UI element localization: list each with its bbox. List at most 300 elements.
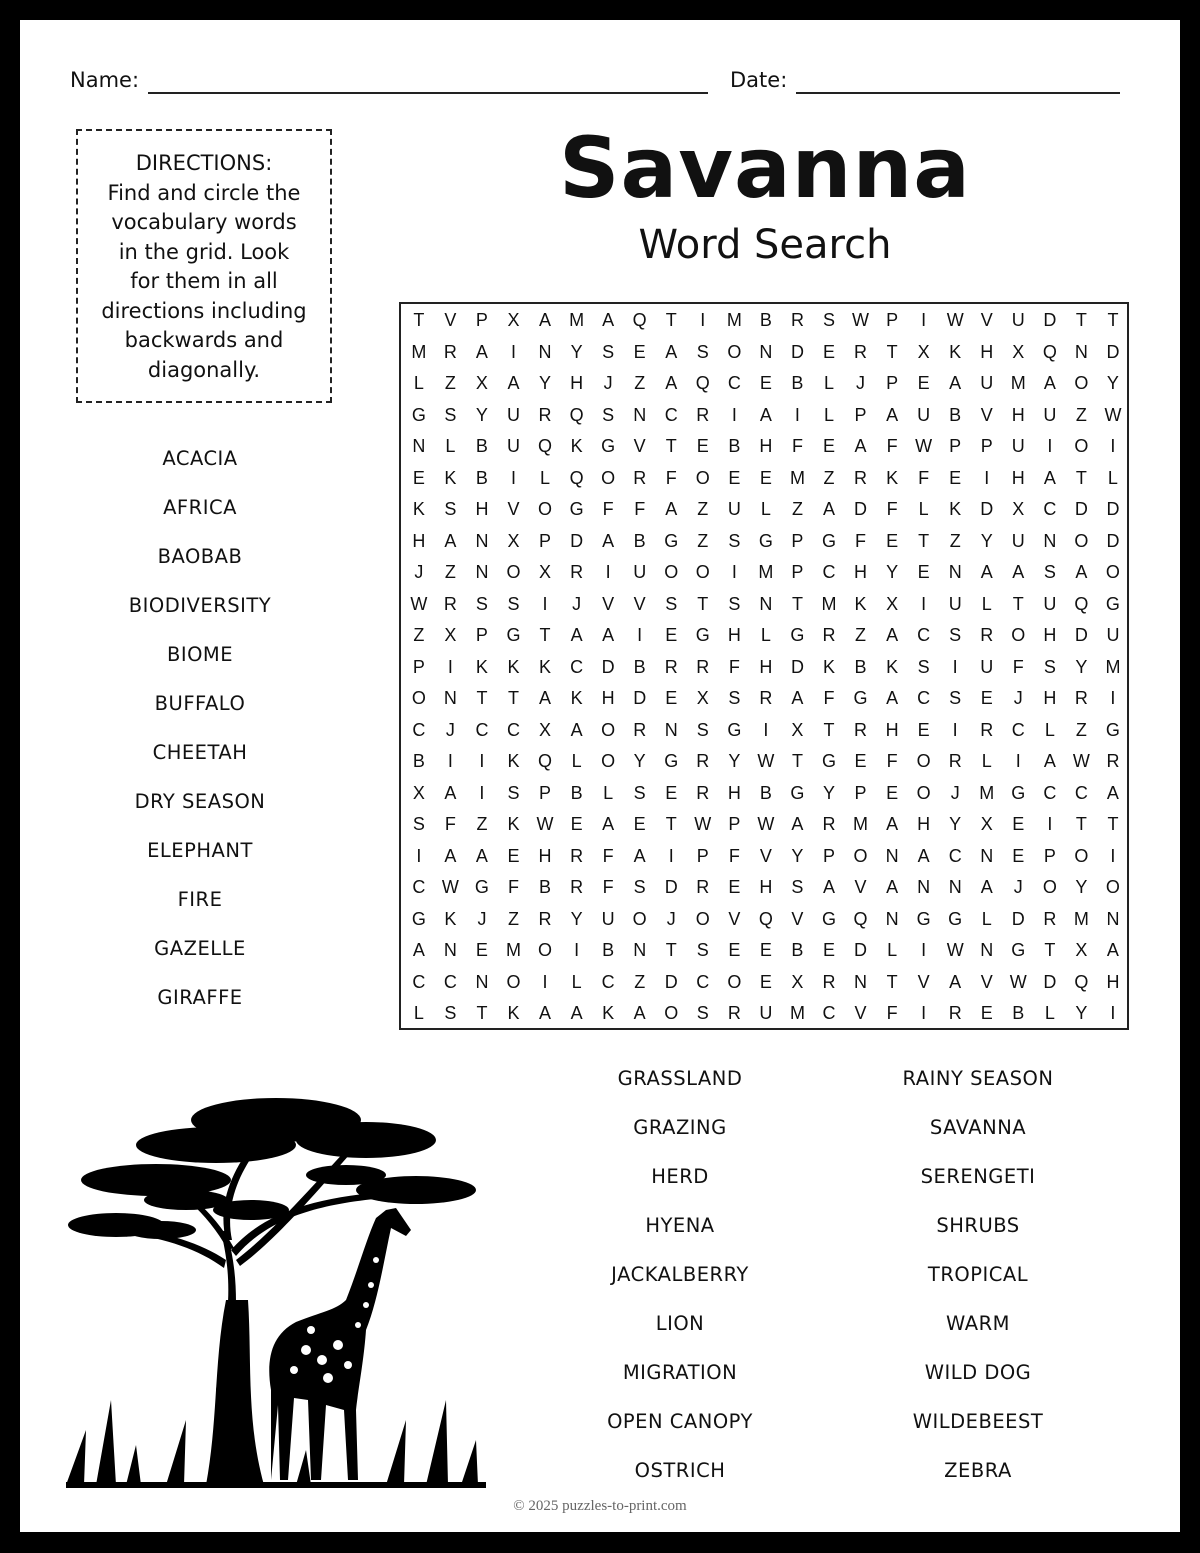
grid-cell[interactable]: V xyxy=(980,310,993,330)
grid-cell[interactable]: P xyxy=(822,845,835,866)
grid-cell[interactable]: H xyxy=(854,562,868,582)
grid-cell[interactable]: N xyxy=(759,593,773,614)
grid-cell[interactable]: S xyxy=(728,688,741,708)
grid-cell[interactable]: G xyxy=(1011,940,1026,960)
grid-cell[interactable]: C xyxy=(948,845,962,866)
grid-cell[interactable]: C xyxy=(412,877,426,897)
grid-cell[interactable]: V xyxy=(633,593,646,614)
grid-cell[interactable]: R xyxy=(538,908,552,929)
grid-cell[interactable]: W xyxy=(757,751,775,771)
grid-cell[interactable]: W xyxy=(441,877,459,897)
grid-cell[interactable]: S xyxy=(602,404,615,425)
grid-cell[interactable]: Q xyxy=(853,908,868,929)
grid-cell[interactable]: P xyxy=(475,310,488,330)
grid-cell[interactable]: H xyxy=(885,719,899,740)
grid-cell[interactable]: U xyxy=(1106,625,1120,645)
grid-cell[interactable]: U xyxy=(1043,593,1057,614)
grid-cell[interactable]: A xyxy=(602,814,615,834)
grid-cell[interactable]: J xyxy=(1013,877,1023,897)
grid-cell[interactable]: O xyxy=(601,751,616,771)
grid-cell[interactable]: G xyxy=(790,625,805,645)
grid-cell[interactable]: X xyxy=(917,341,930,362)
grid-cell[interactable]: W xyxy=(946,940,964,960)
grid-cell[interactable]: R xyxy=(854,719,868,740)
grid-cell[interactable]: D xyxy=(1043,310,1057,330)
grid-cell[interactable]: V xyxy=(980,971,993,992)
grid-cell[interactable]: M xyxy=(979,782,995,803)
grid-cell[interactable]: Y xyxy=(570,341,583,362)
grid-cell[interactable]: R xyxy=(980,625,994,645)
grid-cell[interactable]: U xyxy=(980,656,994,677)
grid-cell[interactable]: W xyxy=(946,310,964,330)
grid-cell[interactable]: H xyxy=(759,877,773,897)
grid-cell[interactable]: I xyxy=(1047,814,1053,834)
grid-cell[interactable]: U xyxy=(917,404,931,425)
grid-cell[interactable]: L xyxy=(1107,467,1118,488)
grid-cell[interactable]: P xyxy=(539,782,552,803)
grid-cell[interactable]: R xyxy=(822,814,836,834)
grid-cell[interactable]: O xyxy=(632,908,647,929)
grid-cell[interactable]: Q xyxy=(538,751,553,771)
grid-cell[interactable]: K xyxy=(475,656,488,677)
grid-cell[interactable]: T xyxy=(1075,467,1087,488)
grid-cell[interactable]: E xyxy=(507,845,520,866)
grid-cell[interactable]: K xyxy=(949,499,962,519)
grid-cell[interactable]: C xyxy=(412,971,426,992)
grid-cell[interactable]: I xyxy=(447,656,453,677)
grid-cell[interactable]: I xyxy=(984,467,990,488)
grid-cell[interactable]: D xyxy=(601,656,615,677)
grid-cell[interactable]: X xyxy=(791,719,804,740)
grid-cell[interactable]: C xyxy=(727,373,741,393)
grid-cell[interactable]: O xyxy=(727,971,742,992)
grid-cell[interactable]: K xyxy=(602,1003,615,1023)
grid-cell[interactable]: D xyxy=(633,688,647,708)
grid-cell[interactable]: I xyxy=(510,467,516,488)
grid-cell[interactable]: N xyxy=(475,530,489,551)
grid-cell[interactable]: O xyxy=(1074,436,1089,456)
grid-cell[interactable]: I xyxy=(1047,436,1053,456)
grid-cell[interactable]: R xyxy=(570,877,584,897)
grid-cell[interactable]: S xyxy=(822,310,835,330)
grid-cell[interactable]: O xyxy=(853,845,868,866)
grid-cell[interactable]: R xyxy=(822,971,836,992)
grid-cell[interactable]: P xyxy=(1043,845,1056,866)
grid-cell[interactable]: Y xyxy=(1106,373,1119,393)
grid-cell[interactable]: E xyxy=(696,436,709,456)
grid-cell[interactable]: A xyxy=(1106,940,1119,960)
grid-cell[interactable]: R xyxy=(1106,751,1120,771)
grid-cell[interactable]: I xyxy=(542,593,548,614)
grid-cell[interactable]: G xyxy=(853,688,868,708)
grid-cell[interactable]: R xyxy=(570,562,584,582)
grid-cell[interactable]: O xyxy=(727,341,742,362)
grid-cell[interactable]: H xyxy=(727,782,741,803)
grid-cell[interactable]: W xyxy=(694,814,712,834)
grid-cell[interactable]: G xyxy=(411,908,426,929)
grid-cell[interactable]: M xyxy=(1010,373,1026,393)
grid-cell[interactable]: E xyxy=(822,341,835,362)
grid-cell[interactable]: G xyxy=(664,751,679,771)
name-field-line[interactable] xyxy=(148,92,708,94)
grid-cell[interactable]: Y xyxy=(949,814,962,834)
grid-cell[interactable]: N xyxy=(1043,530,1057,551)
grid-cell[interactable]: Y xyxy=(1075,656,1088,677)
grid-cell[interactable]: A xyxy=(602,530,615,551)
grid-cell[interactable]: D xyxy=(1106,499,1120,519)
grid-cell[interactable]: X xyxy=(444,625,457,645)
grid-cell[interactable]: T xyxy=(918,530,930,551)
grid-cell[interactable]: D xyxy=(1074,499,1088,519)
grid-cell[interactable]: Y xyxy=(886,562,899,582)
grid-cell[interactable]: T xyxy=(476,1003,488,1023)
grid-cell[interactable]: P xyxy=(886,310,899,330)
grid-cell[interactable]: U xyxy=(759,1003,773,1023)
grid-cell[interactable]: K xyxy=(822,656,835,677)
grid-cell[interactable]: B xyxy=(602,940,615,960)
grid-cell[interactable]: K xyxy=(570,688,583,708)
grid-cell[interactable]: Q xyxy=(758,908,773,929)
grid-cell[interactable]: N xyxy=(980,940,994,960)
grid-cell[interactable]: F xyxy=(886,499,898,519)
grid-cell[interactable]: O xyxy=(506,562,521,582)
grid-cell[interactable]: M xyxy=(758,562,774,582)
grid-cell[interactable]: S xyxy=(696,341,709,362)
grid-cell[interactable]: I xyxy=(1110,1003,1116,1023)
grid-cell[interactable]: O xyxy=(916,782,931,803)
grid-cell[interactable]: O xyxy=(1074,845,1089,866)
grid-cell[interactable]: C xyxy=(601,971,615,992)
grid-cell[interactable]: J xyxy=(666,908,676,929)
grid-cell[interactable]: W xyxy=(410,593,428,614)
grid-cell[interactable]: A xyxy=(507,373,520,393)
grid-cell[interactable]: A xyxy=(822,499,835,519)
grid-cell[interactable]: R xyxy=(570,845,584,866)
grid-cell[interactable]: T xyxy=(791,593,803,614)
grid-cell[interactable]: A xyxy=(791,688,804,708)
grid-cell[interactable]: S xyxy=(444,1003,457,1023)
grid-cell[interactable]: N xyxy=(1106,908,1120,929)
grid-cell[interactable]: Y xyxy=(728,751,741,771)
grid-cell[interactable]: A xyxy=(759,404,772,425)
grid-cell[interactable]: U xyxy=(980,373,994,393)
grid-cell[interactable]: O xyxy=(601,467,616,488)
grid-cell[interactable]: R xyxy=(696,751,710,771)
grid-cell[interactable]: T xyxy=(665,436,677,456)
grid-cell[interactable]: F xyxy=(444,814,456,834)
grid-cell[interactable]: A xyxy=(917,845,930,866)
grid-cell[interactable]: T xyxy=(665,814,677,834)
grid-cell[interactable]: T xyxy=(823,719,835,740)
grid-cell[interactable]: Q xyxy=(632,310,647,330)
grid-cell[interactable]: M xyxy=(569,310,585,330)
grid-cell[interactable]: L xyxy=(760,625,771,645)
grid-cell[interactable]: J xyxy=(1013,688,1023,708)
grid-cell[interactable]: G xyxy=(790,782,805,803)
grid-cell[interactable]: M xyxy=(726,310,742,330)
grid-cell[interactable]: T xyxy=(1075,814,1087,834)
grid-cell[interactable]: F xyxy=(918,467,930,488)
grid-cell[interactable]: Z xyxy=(949,530,961,551)
grid-cell[interactable]: A xyxy=(570,719,583,740)
grid-cell[interactable]: O xyxy=(1011,625,1026,645)
grid-cell[interactable]: I xyxy=(1110,845,1116,866)
grid-cell[interactable]: O xyxy=(916,751,931,771)
grid-cell[interactable]: G xyxy=(821,908,836,929)
grid-cell[interactable]: G xyxy=(506,625,521,645)
grid-cell[interactable]: E xyxy=(1012,814,1025,834)
grid-cell[interactable]: P xyxy=(728,814,741,834)
grid-cell[interactable]: I xyxy=(921,593,927,614)
grid-cell[interactable]: C xyxy=(506,719,520,740)
date-field-line[interactable] xyxy=(796,92,1120,94)
grid-cell[interactable]: M xyxy=(789,1003,805,1023)
grid-cell[interactable]: R xyxy=(696,656,710,677)
grid-cell[interactable]: N xyxy=(443,688,457,708)
grid-cell[interactable]: A xyxy=(949,971,962,992)
grid-cell[interactable]: L xyxy=(823,404,834,425)
grid-cell[interactable]: H xyxy=(601,688,615,708)
grid-cell[interactable]: P xyxy=(949,436,962,456)
grid-cell[interactable]: O xyxy=(1074,530,1089,551)
grid-cell[interactable]: A xyxy=(886,814,899,834)
grid-cell[interactable]: C xyxy=(570,656,584,677)
grid-cell[interactable]: E xyxy=(728,467,741,488)
grid-cell[interactable]: W xyxy=(757,814,775,834)
grid-cell[interactable]: I xyxy=(952,656,958,677)
grid-cell[interactable]: K xyxy=(507,656,520,677)
grid-cell[interactable]: T xyxy=(665,310,677,330)
grid-cell[interactable]: F xyxy=(602,499,614,519)
grid-cell[interactable]: C xyxy=(475,719,489,740)
grid-cell[interactable]: A xyxy=(1043,751,1056,771)
grid-cell[interactable]: G xyxy=(758,530,773,551)
grid-cell[interactable]: S xyxy=(1043,562,1056,582)
grid-cell[interactable]: O xyxy=(1042,877,1057,897)
grid-cell[interactable]: A xyxy=(1075,562,1088,582)
grid-cell[interactable]: T xyxy=(886,971,898,992)
grid-cell[interactable]: A xyxy=(886,625,899,645)
grid-cell[interactable]: H xyxy=(1011,404,1025,425)
grid-cell[interactable]: E xyxy=(665,688,678,708)
grid-cell[interactable]: F xyxy=(791,436,803,456)
grid-cell[interactable]: P xyxy=(791,530,804,551)
grid-cell[interactable]: S xyxy=(696,719,709,740)
grid-cell[interactable]: A xyxy=(475,845,488,866)
grid-cell[interactable]: Z xyxy=(634,373,646,393)
grid-cell[interactable]: S xyxy=(412,814,425,834)
grid-cell[interactable]: O xyxy=(695,467,710,488)
grid-cell[interactable]: D xyxy=(570,530,584,551)
grid-cell[interactable]: R xyxy=(1043,908,1057,929)
grid-cell[interactable]: O xyxy=(664,562,679,582)
grid-cell[interactable]: Z xyxy=(823,467,835,488)
grid-cell[interactable]: C xyxy=(917,625,931,645)
grid-cell[interactable]: A xyxy=(570,1003,583,1023)
grid-cell[interactable]: M xyxy=(411,341,427,362)
grid-cell[interactable]: Q xyxy=(1042,341,1057,362)
grid-cell[interactable]: A xyxy=(1106,782,1119,803)
grid-cell[interactable]: T xyxy=(1107,814,1119,834)
grid-cell[interactable]: N xyxy=(475,971,489,992)
grid-cell[interactable]: K xyxy=(412,499,425,519)
grid-cell[interactable]: R xyxy=(696,877,710,897)
grid-cell[interactable]: E xyxy=(759,940,772,960)
grid-cell[interactable]: K xyxy=(507,814,520,834)
grid-cell[interactable]: R xyxy=(633,467,647,488)
grid-cell[interactable]: C xyxy=(664,404,678,425)
grid-cell[interactable]: R xyxy=(664,656,678,677)
grid-cell[interactable]: K xyxy=(886,656,899,677)
grid-cell[interactable]: N xyxy=(759,341,773,362)
grid-cell[interactable]: L xyxy=(981,593,992,614)
grid-cell[interactable]: L xyxy=(887,940,898,960)
grid-cell[interactable]: I xyxy=(605,562,611,582)
grid-cell[interactable]: H xyxy=(475,499,489,519)
grid-cell[interactable]: L xyxy=(603,782,614,803)
grid-cell[interactable]: I xyxy=(637,625,643,645)
grid-cell[interactable]: E xyxy=(728,877,741,897)
grid-cell[interactable]: P xyxy=(412,656,425,677)
grid-cell[interactable]: L xyxy=(1044,1003,1055,1023)
grid-cell[interactable]: O xyxy=(601,719,616,740)
grid-cell[interactable]: F xyxy=(886,436,898,456)
grid-cell[interactable]: Y xyxy=(980,530,993,551)
grid-cell[interactable]: I xyxy=(921,1003,927,1023)
grid-cell[interactable]: C xyxy=(1043,782,1057,803)
grid-cell[interactable]: D xyxy=(1043,971,1057,992)
grid-cell[interactable]: X xyxy=(696,688,709,708)
grid-cell[interactable]: U xyxy=(506,436,520,456)
grid-cell[interactable]: Y xyxy=(539,373,552,393)
grid-cell[interactable]: S xyxy=(917,656,930,677)
grid-cell[interactable]: A xyxy=(539,688,552,708)
grid-cell[interactable]: K xyxy=(444,467,457,488)
grid-cell[interactable]: S xyxy=(633,782,646,803)
grid-cell[interactable]: K xyxy=(507,1003,520,1023)
grid-cell[interactable]: R xyxy=(696,404,710,425)
grid-cell[interactable]: Y xyxy=(822,782,835,803)
grid-cell[interactable]: G xyxy=(916,908,931,929)
grid-cell[interactable]: I xyxy=(794,404,800,425)
grid-cell[interactable]: E xyxy=(822,436,835,456)
grid-cell[interactable]: S xyxy=(728,593,741,614)
grid-cell[interactable]: Z xyxy=(697,499,709,519)
grid-cell[interactable]: Q xyxy=(569,404,584,425)
grid-cell[interactable]: O xyxy=(411,688,426,708)
grid-cell[interactable]: E xyxy=(412,467,425,488)
grid-cell[interactable]: V xyxy=(791,908,804,929)
grid-cell[interactable]: N xyxy=(948,562,962,582)
grid-cell[interactable]: D xyxy=(664,971,678,992)
grid-cell[interactable]: B xyxy=(475,436,488,456)
grid-cell[interactable]: P xyxy=(854,782,867,803)
grid-cell[interactable]: G xyxy=(821,751,836,771)
grid-cell[interactable]: E xyxy=(917,562,930,582)
grid-cell[interactable]: C xyxy=(443,971,457,992)
grid-cell[interactable]: A xyxy=(475,341,488,362)
grid-cell[interactable]: O xyxy=(538,499,553,519)
grid-cell[interactable]: R xyxy=(443,341,457,362)
grid-cell[interactable]: X xyxy=(1075,940,1088,960)
grid-cell[interactable]: C xyxy=(1074,782,1088,803)
grid-cell[interactable]: A xyxy=(791,814,804,834)
grid-cell[interactable]: O xyxy=(1105,562,1120,582)
grid-cell[interactable]: N xyxy=(664,719,678,740)
grid-cell[interactable]: V xyxy=(759,845,772,866)
grid-cell[interactable]: Y xyxy=(633,751,646,771)
grid-cell[interactable]: J xyxy=(445,719,455,740)
grid-cell[interactable]: N xyxy=(443,940,457,960)
grid-cell[interactable]: T xyxy=(886,341,898,362)
grid-cell[interactable]: X xyxy=(475,373,488,393)
grid-cell[interactable]: X xyxy=(791,971,804,992)
grid-cell[interactable]: G xyxy=(601,436,616,456)
grid-cell[interactable]: T xyxy=(697,593,709,614)
grid-cell[interactable]: S xyxy=(444,499,457,519)
grid-cell[interactable]: O xyxy=(1105,877,1120,897)
grid-cell[interactable]: T xyxy=(665,940,677,960)
grid-cell[interactable]: H xyxy=(1043,688,1057,708)
grid-cell[interactable]: R xyxy=(1074,688,1088,708)
grid-cell[interactable]: K xyxy=(886,467,899,488)
grid-cell[interactable]: S xyxy=(665,593,678,614)
grid-cell[interactable]: I xyxy=(921,940,927,960)
grid-cell[interactable]: W xyxy=(852,310,870,330)
grid-cell[interactable]: I xyxy=(1015,751,1021,771)
grid-cell[interactable]: R xyxy=(633,719,647,740)
grid-cell[interactable]: H xyxy=(570,373,584,393)
grid-cell[interactable]: S xyxy=(728,530,741,551)
grid-cell[interactable]: L xyxy=(571,751,582,771)
grid-cell[interactable]: T xyxy=(1075,310,1087,330)
grid-cell[interactable]: S xyxy=(602,341,615,362)
grid-cell[interactable]: R xyxy=(790,310,804,330)
grid-cell[interactable]: I xyxy=(731,404,737,425)
grid-cell[interactable]: U xyxy=(1011,436,1025,456)
grid-cell[interactable]: S xyxy=(1043,656,1056,677)
grid-cell[interactable]: A xyxy=(886,404,899,425)
grid-cell[interactable]: C xyxy=(412,719,426,740)
grid-cell[interactable]: I xyxy=(731,562,737,582)
grid-cell[interactable]: Z xyxy=(507,908,519,929)
grid-cell[interactable]: A xyxy=(1043,467,1056,488)
grid-cell[interactable]: B xyxy=(633,656,646,677)
grid-cell[interactable]: I xyxy=(921,310,927,330)
grid-cell[interactable]: K xyxy=(539,656,552,677)
grid-cell[interactable]: F xyxy=(728,845,740,866)
grid-cell[interactable]: A xyxy=(854,436,867,456)
grid-cell[interactable]: J xyxy=(414,562,424,582)
grid-cell[interactable]: V xyxy=(728,908,741,929)
grid-cell[interactable]: V xyxy=(633,436,646,456)
grid-cell[interactable]: Q xyxy=(1074,593,1089,614)
grid-cell[interactable]: B xyxy=(570,782,583,803)
grid-cell[interactable]: K xyxy=(507,751,520,771)
grid-cell[interactable]: T xyxy=(1044,940,1056,960)
grid-cell[interactable]: S xyxy=(696,1003,709,1023)
grid-cell[interactable]: E xyxy=(759,971,772,992)
grid-cell[interactable]: N xyxy=(980,845,994,866)
grid-cell[interactable]: E xyxy=(665,625,678,645)
grid-cell[interactable]: U xyxy=(727,499,741,519)
grid-cell[interactable]: U xyxy=(506,404,520,425)
grid-cell[interactable]: U xyxy=(1043,404,1057,425)
grid-cell[interactable]: L xyxy=(445,436,456,456)
grid-cell[interactable]: G xyxy=(1011,782,1026,803)
grid-cell[interactable]: H xyxy=(759,656,773,677)
grid-cell[interactable]: Z xyxy=(1075,719,1087,740)
